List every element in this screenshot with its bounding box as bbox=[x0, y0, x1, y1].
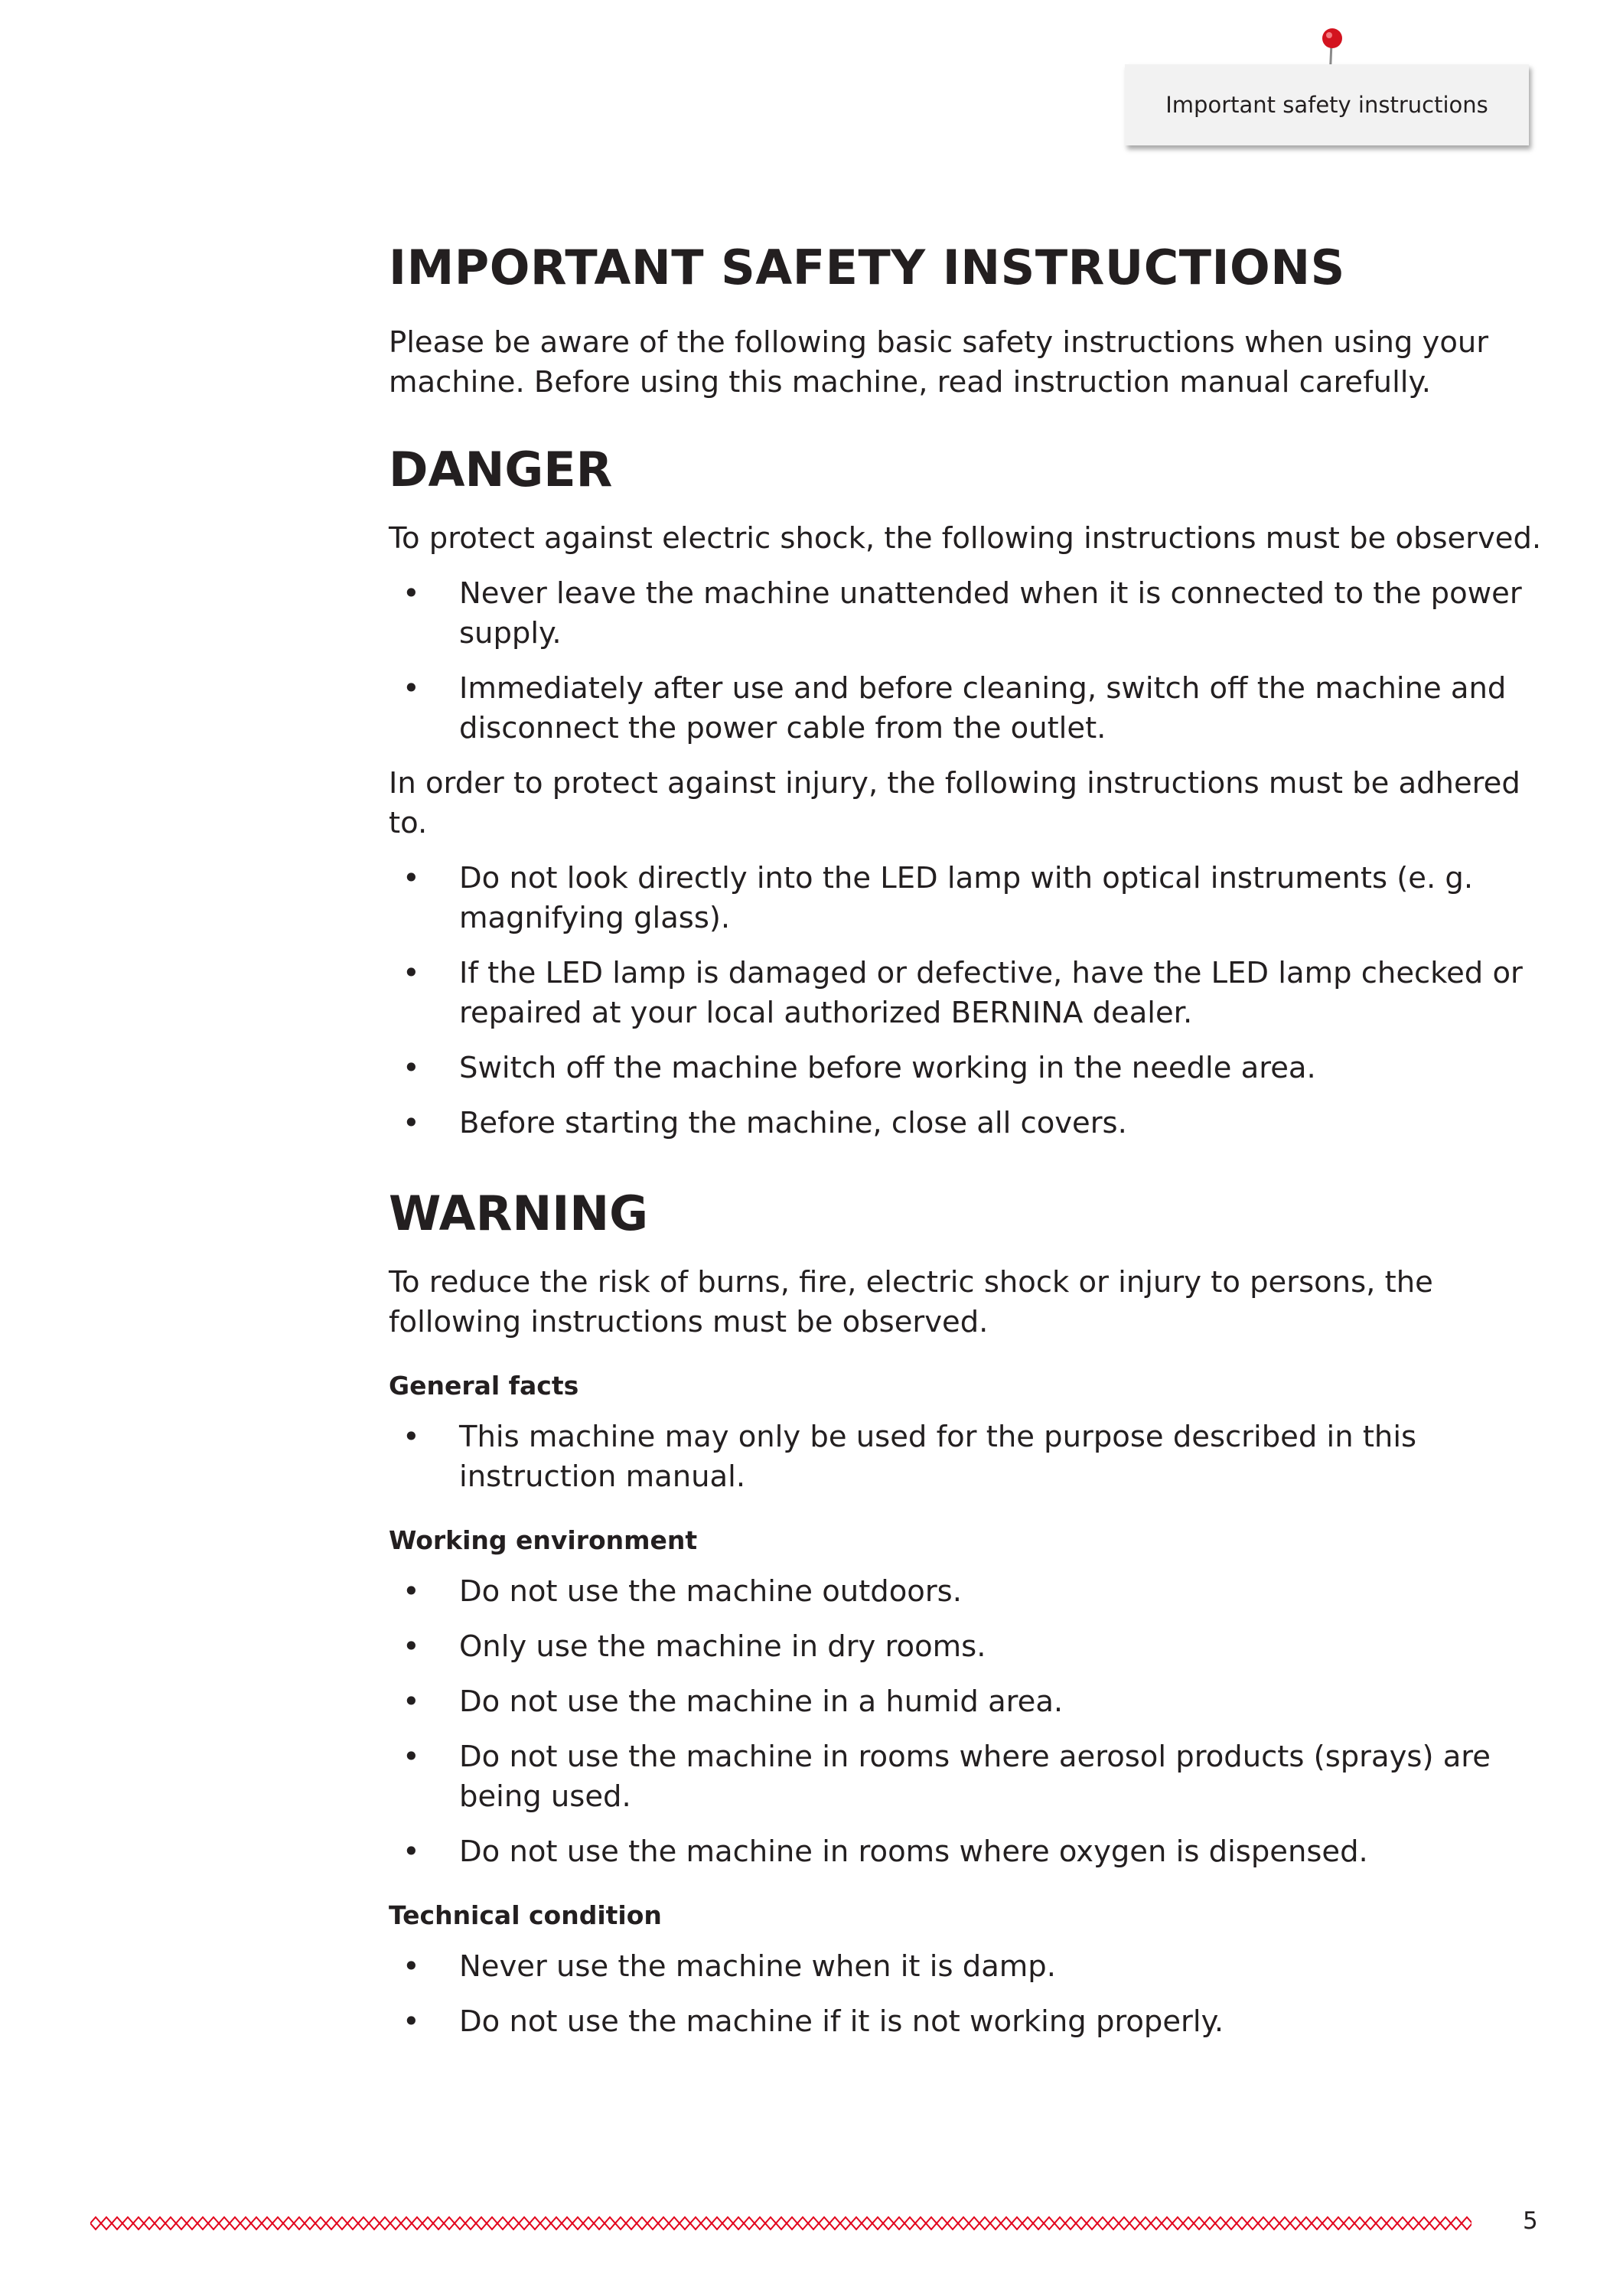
intro-paragraph: Please be aware of the following basic safety instructions when using your machine. Before using this machine, read instruction manual carefully. bbox=[389, 325, 1489, 400]
list-item: • Do not use the machine in rooms where oxygen is dispensed. bbox=[389, 1832, 1552, 1872]
danger-section bbox=[389, 439, 1552, 1143]
bullet-icon: • bbox=[402, 1574, 420, 1609]
working-environment-list bbox=[389, 1572, 1552, 1872]
working-environment-heading: Working environment bbox=[389, 1525, 698, 1555]
warning-heading: WARNING bbox=[389, 1186, 649, 1241]
stitch-border-decoration bbox=[90, 2215, 1471, 2232]
danger-shock-list bbox=[389, 574, 1552, 748]
warning-section bbox=[389, 1183, 1552, 2042]
bullet-icon: • bbox=[402, 1684, 420, 1719]
danger-injury-intro: In order to protect against injury, the following instructions must be adhered to. bbox=[389, 766, 1520, 840]
warning-intro: To reduce the risk of burns, fire, electric shock or injury to persons, the following instructions must be observed. bbox=[389, 1265, 1433, 1339]
bullet-icon: • bbox=[402, 956, 420, 990]
bullet-icon: • bbox=[402, 1106, 420, 1140]
document-body bbox=[389, 230, 1552, 2082]
list-item: • Do not look directly into the LED lamp with optical instruments (e. g. magnifying glass). bbox=[389, 859, 1552, 938]
list-item: • Before starting the machine, close all covers. bbox=[389, 1104, 1552, 1143]
technical-condition-heading: Technical condition bbox=[389, 1900, 662, 1930]
section-tab bbox=[1125, 64, 1529, 145]
list-item: • Do not use the machine if it is not working properly. bbox=[389, 2002, 1552, 2042]
bullet-icon: • bbox=[402, 2004, 420, 2039]
section-tab-label: Important safety instructions bbox=[1165, 92, 1488, 118]
general-facts-list bbox=[389, 1417, 1552, 1497]
list-item: • Only use the machine in dry rooms. bbox=[389, 1627, 1552, 1667]
danger-heading: DANGER bbox=[389, 442, 613, 497]
bullet-icon: • bbox=[402, 576, 420, 611]
general-facts-heading: General facts bbox=[389, 1371, 579, 1401]
bullet-icon: • bbox=[402, 1629, 420, 1664]
danger-shock-intro: To protect against electric shock, the following instructions must be observed. bbox=[389, 521, 1542, 556]
bullet-icon: • bbox=[402, 861, 420, 895]
list-item: • Do not use the machine in a humid area. bbox=[389, 1682, 1552, 1722]
list-item: • Never leave the machine unattended when it is connected to the power supply. bbox=[389, 574, 1552, 654]
list-item: • Do not use the machine outdoors. bbox=[389, 1572, 1552, 1612]
bullet-icon: • bbox=[402, 1051, 420, 1085]
bullet-icon: • bbox=[402, 1949, 420, 1984]
technical-condition-list bbox=[389, 1947, 1552, 2042]
list-item: • Never use the machine when it is damp. bbox=[389, 1947, 1552, 1987]
list-item: • This machine may only be used for the purpose described in this instruction manual. bbox=[389, 1417, 1552, 1497]
list-item: • Do not use the machine in rooms where aerosol products (sprays) are being used. bbox=[389, 1737, 1552, 1817]
list-item: • Switch off the machine before working in the needle area. bbox=[389, 1049, 1552, 1088]
list-item: • Immediately after use and before cleaning, switch off the machine and disconnect the power cable from the outlet. bbox=[389, 669, 1552, 748]
page-title: IMPORTANT SAFETY INSTRUCTIONS bbox=[389, 240, 1345, 295]
bullet-icon: • bbox=[402, 671, 420, 706]
bullet-icon: • bbox=[402, 1835, 420, 1869]
bullet-icon: • bbox=[402, 1420, 420, 1454]
page-number: 5 bbox=[1523, 2207, 1538, 2235]
bullet-icon: • bbox=[402, 1740, 420, 1774]
list-item: • If the LED lamp is damaged or defective, have the LED lamp checked or repaired at your local authorized BERNINA dealer. bbox=[389, 954, 1552, 1033]
danger-injury-list bbox=[389, 859, 1552, 1143]
